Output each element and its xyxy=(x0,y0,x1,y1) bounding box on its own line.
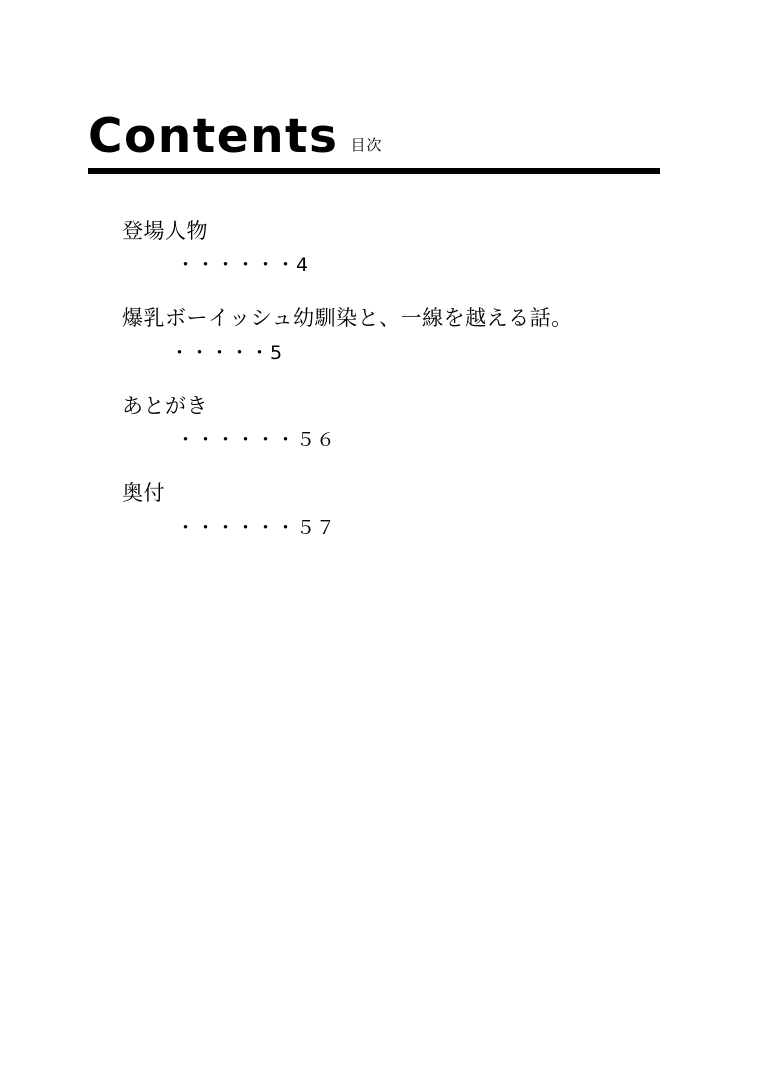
toc-entry-page: ・・・・・・５７ xyxy=(176,516,337,539)
page-title: Contents xyxy=(88,109,339,164)
contents-heading xyxy=(88,109,668,174)
toc-entry-title: 登場人物 xyxy=(122,219,208,243)
heading-divider xyxy=(88,168,660,174)
toc-entry-title: あとがき xyxy=(122,393,208,418)
toc-entry-page: ・・・・・・4 xyxy=(176,254,310,277)
toc-entry-title: 爆乳ボーイッシュ幼馴染と、一線を越える話。 xyxy=(122,306,573,331)
table-of-contents xyxy=(122,216,722,566)
toc-entry-page: ・・・・・5 xyxy=(170,341,284,364)
list-item xyxy=(122,216,722,277)
list-item xyxy=(122,303,722,364)
toc-entry-title: 奥付 xyxy=(122,481,165,506)
heading-row xyxy=(88,109,668,164)
list-item xyxy=(122,478,722,539)
toc-entry-page: ・・・・・・５６ xyxy=(176,429,337,452)
list-item xyxy=(122,391,722,452)
page-title-japanese: 目次 xyxy=(350,136,383,154)
